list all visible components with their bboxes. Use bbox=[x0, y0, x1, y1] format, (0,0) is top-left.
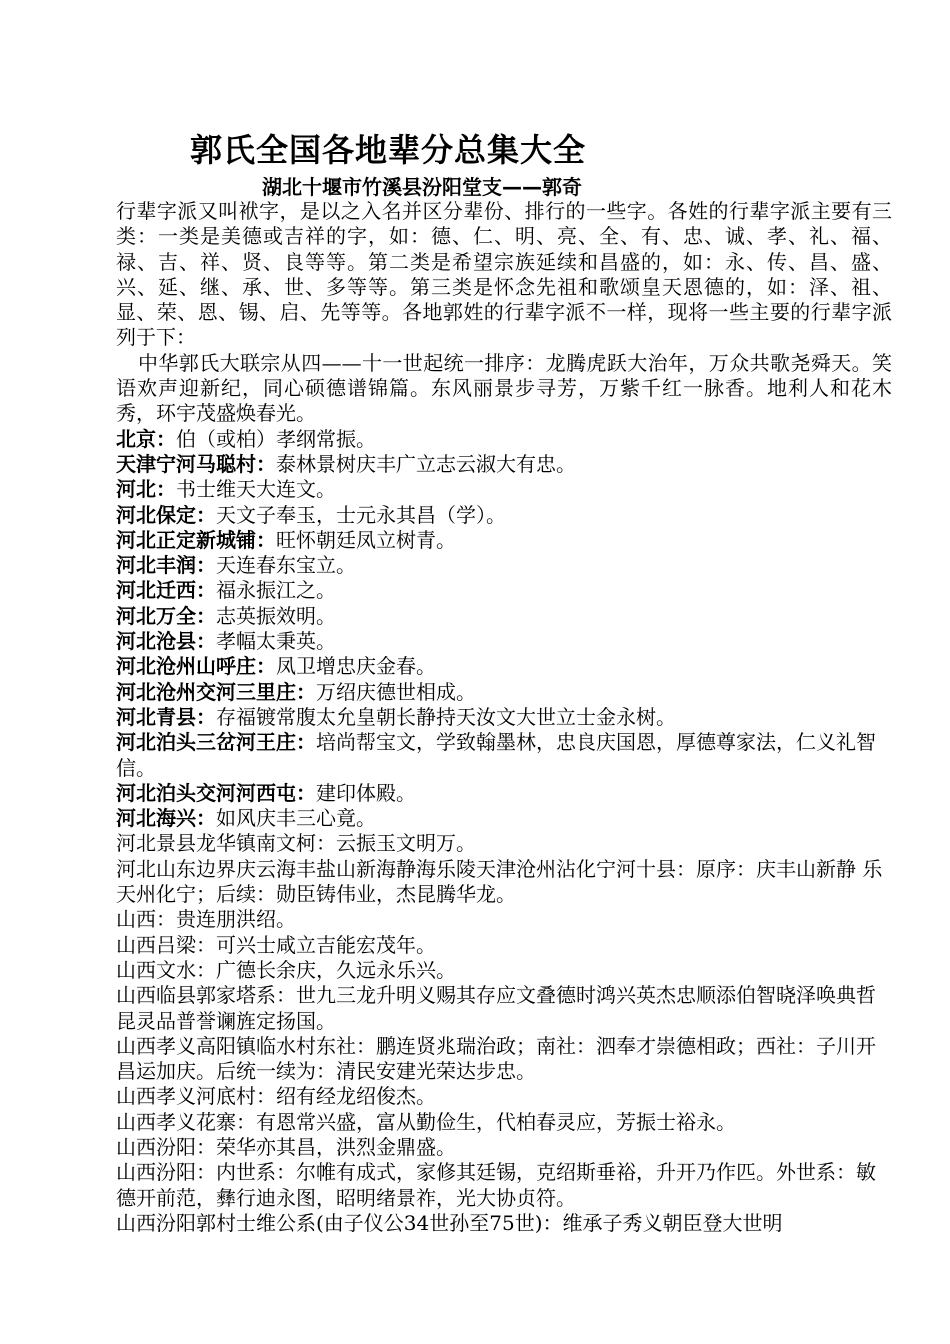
entry-item bbox=[116, 907, 892, 932]
entry-item bbox=[116, 553, 892, 578]
entry-place: 河北泊头交河河西屯： bbox=[116, 780, 316, 805]
entry-names: 山西：贵连朋洪绍。 bbox=[116, 907, 296, 932]
entry-item bbox=[116, 933, 892, 958]
page-title: 郭氏全国各地辈分总集大全 bbox=[190, 131, 587, 169]
entry-names: 福永振江之。 bbox=[216, 578, 336, 603]
entry-names: 河北山东边界庆云海丰盐山新海静海乐陵天津沧州沾化宁河十县：原序：庆丰山新静 乐天州化宁；后续：勋臣铸伟业，杰昆腾华龙。 bbox=[116, 856, 883, 907]
document-body bbox=[116, 199, 892, 1236]
entry-names: 山西吕梁：可兴士咸立吉能宏茂年。 bbox=[116, 932, 436, 957]
entry-names: 存福镀常腹太允皇朝长静持天汝文大世立士金永树。 bbox=[216, 704, 676, 729]
entry-names: 泰林景树庆丰广立志云淑大有忠。 bbox=[276, 451, 576, 476]
entry-item bbox=[116, 427, 892, 452]
entry-item bbox=[116, 831, 892, 856]
entry-item bbox=[116, 578, 892, 603]
entry-names: 山西临县郭家塔系：世九三龙升明义赐其存应文叠德时鸿兴英杰忠顺添伯智晓泽唤典哲昆灵品普誉谰旌定扬国。 bbox=[116, 983, 876, 1033]
page-subtitle: 湖北十堰市竹溪县汾阳堂支——郭奇 bbox=[262, 175, 582, 199]
entry-names: 万绍庆德世相成。 bbox=[316, 679, 476, 704]
entry-item bbox=[116, 477, 892, 502]
entry-names: 凤卫增忠庆金春。 bbox=[276, 654, 436, 679]
entry-item bbox=[116, 705, 892, 730]
entry-place: 河北沧县： bbox=[116, 629, 216, 654]
entry-names: 天连春东宝立。 bbox=[216, 553, 356, 578]
entry-item bbox=[116, 1160, 892, 1211]
entry-names: 山西孝义高阳镇临水村东社：鹏连贤兆瑞治政；南社：泗奉才崇德相政；西社：子川开昌运加庆。后统一续为：清民安建光荣达步忠。 bbox=[116, 1033, 876, 1084]
entry-item bbox=[116, 654, 892, 679]
entry-place: 河北保定： bbox=[116, 502, 216, 527]
entry-item bbox=[116, 781, 892, 806]
entry-item bbox=[116, 452, 892, 477]
entry-item bbox=[116, 629, 892, 654]
entry-names: 志英振效明。 bbox=[216, 603, 336, 628]
entry-place: 河北沧州山呼庄： bbox=[116, 654, 276, 679]
entry-item bbox=[116, 528, 892, 553]
entry-place: 天津宁河马聪村： bbox=[116, 451, 276, 476]
entry-item bbox=[116, 1084, 892, 1109]
entry-place: 河北迁西： bbox=[116, 578, 216, 603]
entry-names: 河北景县龙华镇南文柯：云振玉文明万。 bbox=[116, 831, 476, 856]
entry-names: 山西汾阳：内世系：尔帷有成式，家修其廷锡，克绍斯垂裕，升开乃作匹。外世系：敏德开前范，彝行迪永图，昭明绪景祚，光大协贞符。 bbox=[116, 1160, 876, 1210]
entry-item bbox=[116, 806, 892, 831]
entry-names: 山西孝义河底村：绍有经龙绍俊杰。 bbox=[116, 1084, 436, 1109]
entry-place: 河北青县： bbox=[116, 704, 216, 729]
entry-item bbox=[116, 1034, 892, 1085]
entry-place: 河北丰润： bbox=[116, 553, 216, 578]
entry-item bbox=[116, 730, 892, 781]
entry-place: 河北正定新城铺： bbox=[116, 527, 276, 552]
entry-names: 天文子奉玉，士元永其昌（学）。 bbox=[216, 502, 506, 527]
entry-place: 河北： bbox=[116, 477, 176, 502]
entry-place: 北京： bbox=[116, 426, 176, 451]
entry-names: 建印体殿。 bbox=[316, 780, 416, 805]
entry-place: 河北沧州交河三里庄： bbox=[116, 679, 316, 704]
entry-names: 培尚帮宝文，学致翰墨林，忠良庆国恩，厚德尊家法，仁义礼智信。 bbox=[116, 730, 876, 780]
entry-item bbox=[116, 1110, 892, 1135]
entry-names: 旺怀朝廷凤立树青。 bbox=[276, 527, 456, 552]
entry-names: 孝幅太秉英。 bbox=[216, 629, 336, 654]
entry-list bbox=[116, 427, 892, 1237]
entry-names: 如风庆丰三心竟。 bbox=[216, 806, 376, 831]
entry-item bbox=[116, 680, 892, 705]
unified-order-paragraph: 中华郭氏大联宗从四——十一世起统一排序：龙腾虎跃大治年，万众共歌尧舜天。笑语欢声迎新纪，同心硕德谱锦篇。东风丽景步寻芳，万紫千红一脉香。地利人和花木秀，环宇茂盛焕春光。 bbox=[116, 350, 892, 426]
entry-names: 山西汾阳：荣华亦其昌，洪烈金鼎盛。 bbox=[116, 1134, 456, 1159]
entry-names: 山西汾阳郭村士维公系(由子仪公34世孙至75世)：维承子秀义朝臣登大世明 bbox=[116, 1210, 783, 1235]
entry-place: 河北万全： bbox=[116, 603, 216, 628]
entry-names: 伯（或柏）孝纲常振。 bbox=[176, 426, 376, 451]
entry-item bbox=[116, 958, 892, 983]
entry-item bbox=[116, 604, 892, 629]
entry-item bbox=[116, 983, 892, 1034]
entry-item bbox=[116, 1211, 892, 1236]
entry-item bbox=[116, 1135, 892, 1160]
entry-item bbox=[116, 857, 892, 908]
entry-place: 河北海兴： bbox=[116, 806, 216, 831]
intro-paragraph: 行辈字派又叫袱字，是以之入名并区分辈份、排行的一些字。各姓的行辈字派主要有三类：一类是美德或吉祥的字，如：德、仁、明、亮、全、有、忠、诚、孝、礼、福、禄、吉、祥、贤、良等等。第二类是希望宗族延续和昌盛的，如：永、传、昌、盛、兴、延、继、承、世、多等等。第三类是怀念先祖和歌颂皇天恩德的，如：泽、祖、显、荣、恩、锡、启、先等等。各地郭姓的行辈字派不一样，现将一些主要的行辈字派列于下： bbox=[116, 199, 892, 350]
entry-names: 山西孝义花寨：有恩常兴盛，富从勤俭生，代柏春灵应，芳振士裕永。 bbox=[116, 1109, 736, 1134]
entry-names: 山西文水：广德长余庆，久远永乐兴。 bbox=[116, 957, 456, 982]
entry-place: 河北泊头三岔河王庄： bbox=[116, 730, 316, 755]
entry-names: 书士维天大连文。 bbox=[176, 477, 336, 502]
entry-item bbox=[116, 503, 892, 528]
